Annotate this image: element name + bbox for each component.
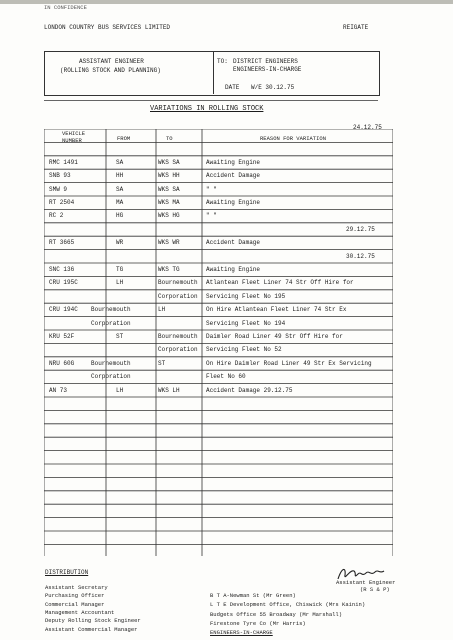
date-value: W/E 30.12.75 xyxy=(251,84,295,91)
cell-reason: Servicing Fleet No 52 xyxy=(206,346,282,354)
distribution-item: Budgets Office 55 Broadway (Mr Marshall) xyxy=(210,610,343,618)
cell-to: WKS MA xyxy=(158,199,180,206)
distribution-item: L T E Development Office, Chiswick (Mrs Kainin) xyxy=(210,601,366,609)
cell-vehicle: RT 3665 xyxy=(49,239,75,247)
cell-from: SA xyxy=(116,158,124,166)
to-label: TO: xyxy=(217,58,228,65)
to-line-2: ENGINEERS-IN-CHARGE xyxy=(233,66,302,73)
cell-reason: 29.12.75 xyxy=(346,225,375,233)
cell-to: Bournemouth xyxy=(158,333,198,340)
cell-reason: Servicing Fleet No 194 xyxy=(206,319,286,327)
location: REIGATE xyxy=(343,24,369,31)
cell-reason: Awaiting Engine xyxy=(206,158,261,166)
col-header-to: TO xyxy=(166,135,173,142)
cell-to: WKS HG xyxy=(158,212,180,220)
cell-from: SA xyxy=(116,185,124,193)
cell-reason: " " xyxy=(206,212,217,220)
distribution-item: Assistant Commercial Manager xyxy=(45,625,138,633)
cell-reason: Daimler Road Liner 49 Str Off Hire for xyxy=(206,333,343,340)
cell-reason: Awaiting Engine xyxy=(206,199,261,206)
distribution-item: Purchasing Officer xyxy=(45,592,105,600)
distribution-item: Firestone Tyre Co (Mr Harris) xyxy=(210,619,306,627)
cell-to: Corporation xyxy=(158,292,198,300)
cell-reason: " " xyxy=(206,185,217,193)
col-header-from: FROM xyxy=(117,135,131,142)
cell-from: TG xyxy=(116,266,124,273)
cell-to: WKS HH xyxy=(158,172,180,180)
col-header-reason: REASON FOR VARIATION xyxy=(260,135,327,142)
cell-reason: Accident Damage xyxy=(206,172,261,180)
cell-to: Corporation xyxy=(158,346,198,354)
report-date: 24.12.75 xyxy=(353,124,382,131)
cell-from: Corporation xyxy=(91,373,131,381)
cell-reason: Atlantean Fleet Liner 74 Str Off Hire for xyxy=(206,279,354,287)
cell-reason: Fleet No 60 xyxy=(206,373,246,381)
cell-from: MA xyxy=(116,199,124,206)
cell-from: LH xyxy=(116,279,124,287)
from-line-2: (ROLLING STOCK AND PLANNING) xyxy=(60,67,161,74)
document-title: VARIATIONS IN ROLLING STOCK xyxy=(150,105,264,113)
cell-vehicle: KRU 52F xyxy=(49,333,75,340)
cell-to: WKS SA xyxy=(158,185,180,193)
distribution-item: ENGINEERS-IN-CHARGE xyxy=(210,629,273,637)
cell-vehicle: CRU 194C xyxy=(49,306,78,314)
memo-header-divider xyxy=(213,51,214,94)
cell-reason: 30.12.75 xyxy=(346,252,375,260)
cell-reason: On Hire Daimler Road Liner 49 Str Ex Servicing xyxy=(206,359,372,367)
cell-from: Bournemouth xyxy=(91,359,131,367)
header-rule xyxy=(44,100,378,101)
col-header-vehicle-1: VEHICLE xyxy=(62,130,86,137)
distribution-item: Assistant Secretary xyxy=(45,584,108,591)
signature-subtitle: (R S & P) xyxy=(360,586,390,593)
signature-title: Assistant Engineer xyxy=(336,579,396,586)
cell-vehicle: SNC 136 xyxy=(49,266,75,273)
cell-to: WKS LH xyxy=(158,386,180,394)
cell-vehicle: SMW 9 xyxy=(49,185,68,193)
cell-vehicle: NRU 60G xyxy=(49,359,75,367)
cell-to: LH xyxy=(158,306,166,314)
cell-from: HH xyxy=(116,172,124,180)
cell-from: HG xyxy=(116,212,124,220)
cell-reason: Servicing Fleet No 195 xyxy=(206,292,286,300)
distribution-item: Deputy Rolling Stock Engineer xyxy=(45,617,141,625)
cell-to: WKS WR xyxy=(158,239,180,247)
to-line-1: DISTRICT ENGINEERS xyxy=(233,58,298,65)
classification-stamp: IN CONFIDENCE xyxy=(44,4,87,11)
cell-reason: Accident Damage 29.12.75 xyxy=(206,386,293,394)
cell-from: ST xyxy=(116,333,124,340)
cell-vehicle: AN 73 xyxy=(49,386,68,394)
cell-from: Bournemouth xyxy=(91,306,131,314)
cell-to: Bournemouth xyxy=(158,279,198,287)
cell-from: Corporation xyxy=(91,319,131,327)
cell-vehicle: RT 2504 xyxy=(49,199,75,206)
table-grid xyxy=(44,129,393,556)
cell-from: LH xyxy=(116,386,124,394)
cell-vehicle: RMC 1491 xyxy=(49,158,78,166)
date-label: DATE xyxy=(225,84,240,91)
distribution-item: B T A-Newman St (Mr Green) xyxy=(210,592,296,599)
cell-to: WKS SA xyxy=(158,158,180,166)
cell-reason: On Hire Atlantean Fleet Liner 74 Str Ex xyxy=(206,306,347,314)
cell-reason: Accident Damage xyxy=(206,239,261,247)
distribution-heading: DISTRIBUTION xyxy=(45,569,89,576)
cell-vehicle: SNB 93 xyxy=(49,172,71,180)
organisation-name: LONDON COUNTRY BUS SERVICES LIMITED xyxy=(44,24,171,31)
distribution-item: Management Accountant xyxy=(45,608,115,616)
distribution-item: Commercial Manager xyxy=(45,600,105,608)
from-line-1: ASSISTANT ENGINEER xyxy=(79,58,144,65)
cell-reason: Awaiting Engine xyxy=(206,266,261,273)
cell-vehicle: CRU 195C xyxy=(49,279,78,287)
cell-vehicle: RC 2 xyxy=(49,212,64,220)
cell-from: WR xyxy=(116,239,124,247)
cell-to: WKS TG xyxy=(158,266,180,273)
col-header-vehicle-2: NUMBER xyxy=(62,137,82,144)
cell-to: ST xyxy=(158,359,166,367)
